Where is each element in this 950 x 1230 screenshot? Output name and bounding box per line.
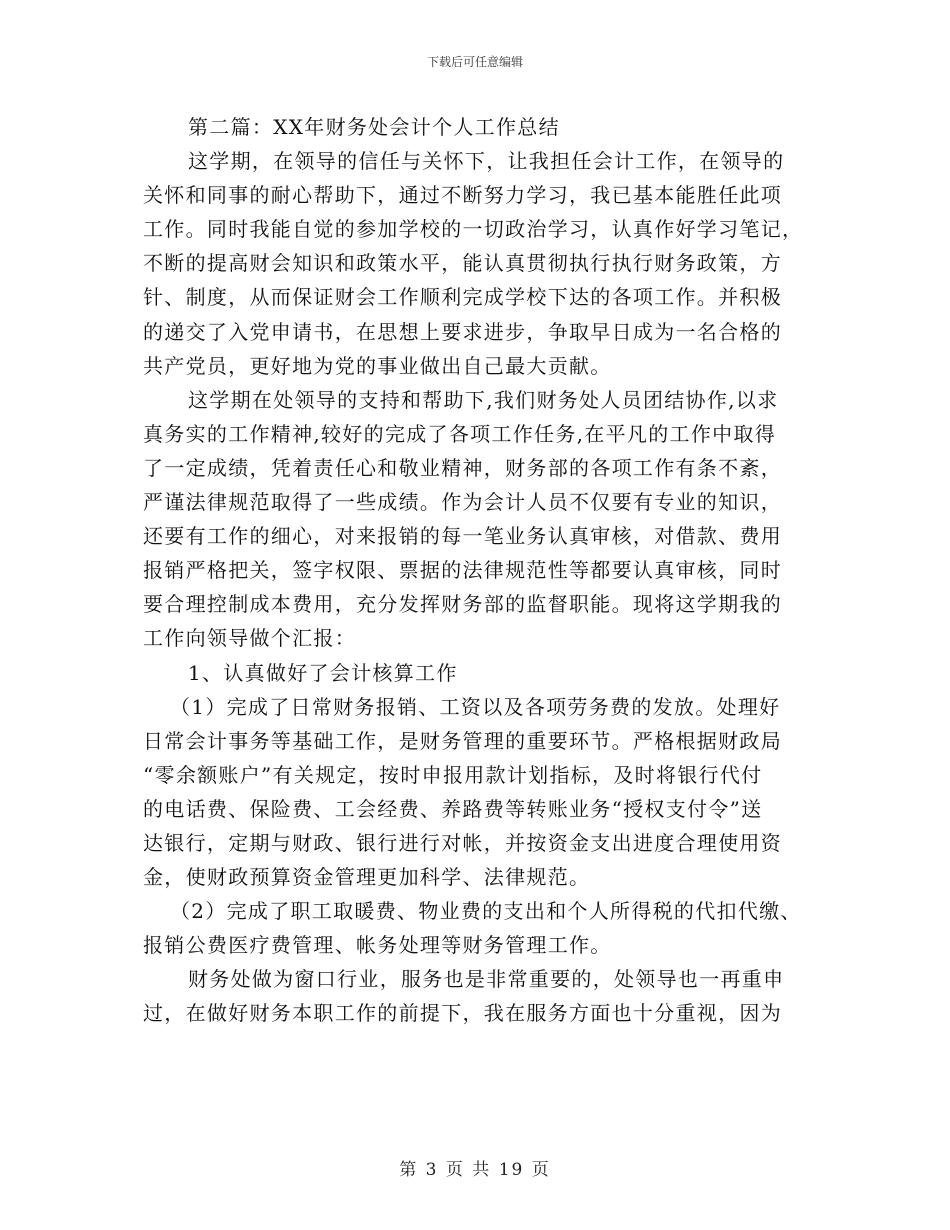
paragraph-line: 了一定成绩，凭着责任心和敬业精神，财务部的各项工作有条不紊， <box>143 455 782 480</box>
paragraph-line: 日常会计事务等基础工作，是财务管理的重要环节。严格根据财政局 <box>143 728 782 753</box>
paragraph-line: 严谨法律规范取得了一些成绩。作为会计人员不仅要有专业的知识， <box>143 490 782 515</box>
paragraph-line: 报销公费医疗费管理、帐务处理等财务管理工作。 <box>143 933 612 958</box>
paragraph-line: 达银行，定期与财政、银行进行对帐，并按资金支出进度合理使用资 <box>143 830 782 855</box>
paragraph-line: 的递交了入党申请书，在思想上要求进步，争取早日成为一名合格的 <box>143 319 782 344</box>
paragraph-line: 共产党员，更好地为党的事业做出自己最大贡献。 <box>143 353 612 378</box>
paragraph-line: 不断的提高财会知识和政策水平，能认真贯彻执行执行财务政策，方 <box>143 251 782 276</box>
page-number-footer: 第 3 页 共 19 页 <box>399 1160 551 1180</box>
paragraph-line: 这学期，在领导的信任与关怀下，让我担任会计工作，在领导的 <box>188 149 785 174</box>
paragraph-line: （2）完成了职工取暖费、物业费的支出和个人所得税的代扣代缴、 <box>170 899 802 924</box>
paragraph-line: 这学期在处领导的支持和帮助下,我们财务处人员团结协作,以求 <box>188 387 779 412</box>
page-header-note: 下载后可任意编辑 <box>426 55 523 69</box>
paragraph-line: 还要有工作的细心，对来报销的每一笔业务认真审核，对借款、费用 <box>143 524 782 549</box>
paragraph-line: 过，在做好财务本职工作的前提下，我在服务方面也十分重视，因为 <box>143 1001 782 1026</box>
paragraph-line: 关怀和同事的耐心帮助下，通过不断努力学习，我已基本能胜任此项 <box>143 183 782 208</box>
paragraph-line: 报销严格把关，签字权限、票据的法律规范性等都要认真审核，同时 <box>143 558 782 583</box>
paragraph-line: 金，使财政预算资金管理更加科学、法律规范。 <box>143 865 591 890</box>
subsection-heading: 1、认真做好了会计核算工作 <box>188 660 458 685</box>
paragraph-line: 要合理控制成本费用，充分发挥财务部的监督职能。现将这学期我的 <box>143 592 782 617</box>
paragraph-line: 工作。同时我能自觉的参加学校的一切政治学习，认真作好学习笔记， <box>143 217 804 242</box>
paragraph-line: 财务处做为窗口行业，服务也是非常重要的，处领导也一再重申 <box>188 967 785 992</box>
paragraph-line: “零余额账户”有关规定，按时申报用款计划指标，及时将银行代付 <box>143 762 763 787</box>
document-body <box>143 110 823 1031</box>
paragraph-line: （1）完成了日常财务报销、工资以及各项劳务费的发放。处理好 <box>170 694 781 719</box>
paragraph-line: 的电话费、保险费、工会经费、养路费等转账业务“授权支付令”送 <box>143 796 763 821</box>
paragraph-line: 针、制度，从而保证财会工作顺利完成学校下达的各项工作。并积极 <box>143 285 782 310</box>
paragraph-line: 真务实的工作精神,较好的完成了各项工作任务,在平凡的工作中取得 <box>143 421 777 446</box>
section-title: 第二篇：XX年财务处会计个人工作总结 <box>188 115 560 139</box>
paragraph-line: 工作向领导做个汇报： <box>143 626 356 651</box>
